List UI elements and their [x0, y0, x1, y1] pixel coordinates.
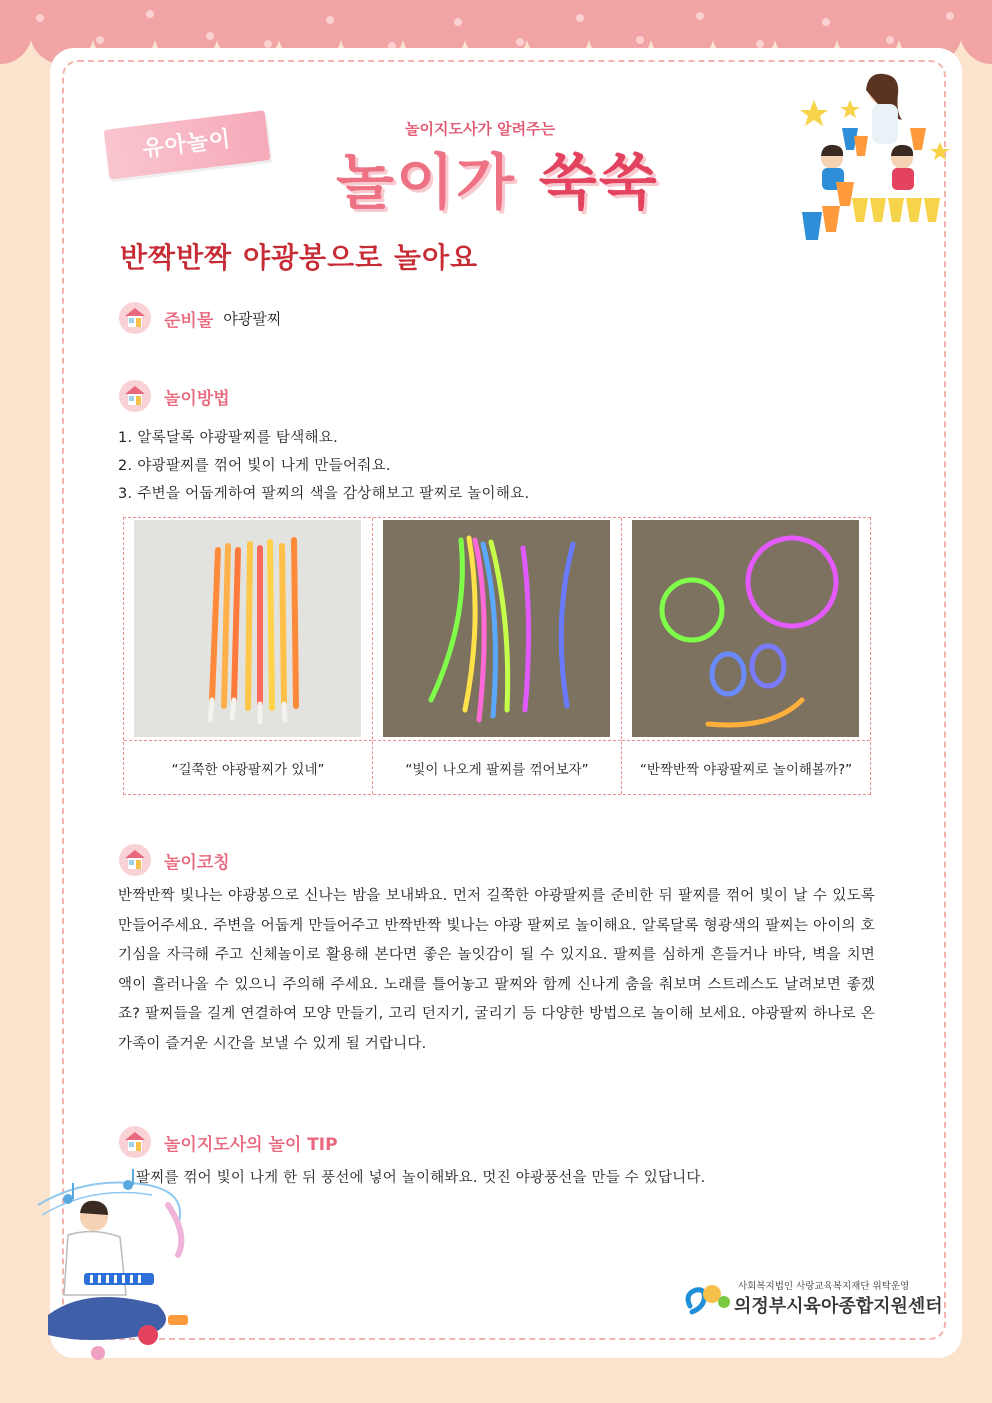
section-label: 놀이지도사의 놀이 TIP: [164, 1134, 338, 1155]
section-tip: [118, 1124, 338, 1160]
photo-caption: “반짝반짝 야광팔찌로 놀이해볼까?”: [622, 740, 870, 794]
photo-caption: “빛이 나오게 팔찌를 꺾어보자”: [373, 740, 621, 794]
center-logo: [682, 1272, 943, 1322]
list-item: 2. 야광팔찌를 꺾어 빛이 나게 만들어줘요.: [118, 458, 391, 474]
section-materials: [118, 300, 281, 336]
section-label: 놀이코칭: [164, 852, 230, 873]
photo-glowstick-shapes: [632, 520, 859, 737]
section-label: 준비물: [164, 310, 214, 331]
photo-cell: [124, 518, 373, 794]
list-item: 1. 알록달록 야광팔찌를 탐색해요.: [118, 430, 339, 446]
logo-org: 사회복지법인 사랑교육복지재단 위탁운영: [738, 1281, 910, 1292]
materials-value: 야광팔찌: [223, 309, 282, 328]
photo-table: [123, 517, 871, 795]
house-icon: [118, 843, 152, 877]
header-title-part2: 쑥쑥: [538, 148, 659, 218]
section-label: 놀이방법: [164, 388, 230, 409]
photo-cell: [622, 518, 870, 794]
photo-cell: [373, 518, 622, 794]
page-heading: 반짝반짝 야광봉으로 놀아요: [120, 241, 479, 274]
header-title: [336, 135, 659, 221]
musician-illustration: [28, 1165, 203, 1365]
logo-icon: [682, 1276, 732, 1320]
house-icon: [118, 1125, 152, 1159]
photo-unlit-glowsticks: [134, 520, 361, 737]
tip-text: 팔찌를 꺾어 빛이 나게 한 뒤 풍선에 넣어 놀이해봐요. 멋진 야광풍선을 만들 수 있답니다.: [136, 1170, 706, 1186]
photo-caption: “길쭉한 야광팔찌가 있네”: [124, 740, 372, 794]
logo-name: 의정부시육아종합지원센터: [734, 1296, 943, 1317]
method-steps: [118, 424, 529, 508]
header-subtitle: 놀이지도사가 알려주는: [405, 120, 556, 138]
section-coaching: [118, 842, 230, 878]
list-item: 3. 주변을 어둡게하여 팔찌의 색을 감상해보고 팔찌로 놀이해요.: [118, 486, 530, 502]
house-icon: [118, 379, 152, 413]
house-icon: [118, 301, 152, 335]
header-title-part1: 놀이가: [336, 148, 539, 218]
section-method: [118, 378, 230, 414]
family-illustration: [792, 72, 952, 247]
category-badge-label: 유아놀이: [141, 126, 233, 163]
photo-glowing-sticks: [383, 520, 610, 737]
coaching-text: 반짝반짝 빛나는 야광봉으로 신나는 밤을 보내봐요. 먼저 길쭉한 야광팔찌를 준비한 뒤 팔찌를 꺾어 빛이 날 수 있도록 만들어주세요. 주변을 어둡게 만들어주고 반짝반짝 빛나는 야광 팔찌로 놀이해요. 알록달록 형광색의 팔찌는 아이의 호기심을 자극해 주고 신체놀이로 활용해 본다면 좋은 놀잇감이 될 수 있지요. 팔찌를 심하게 흔들거나 바닥, 벽을 치면 액이 흘러나올 수 있으니 주의해 주세요. 노래를 틀어놓고 팔찌와 함께 신나게 춤을 춰보며 스트레스도 날려보면 좋겠죠? 팔찌들을 길게 연결하여 모양 만들기, 고리 던지기, 굴리기 등 다양한 방법으로 놀이해 보세요. 야광팔찌 하나로 온 가족이 즐거운 시간을 보낼 수 있게 될 거랍니다.: [118, 888, 875, 1052]
